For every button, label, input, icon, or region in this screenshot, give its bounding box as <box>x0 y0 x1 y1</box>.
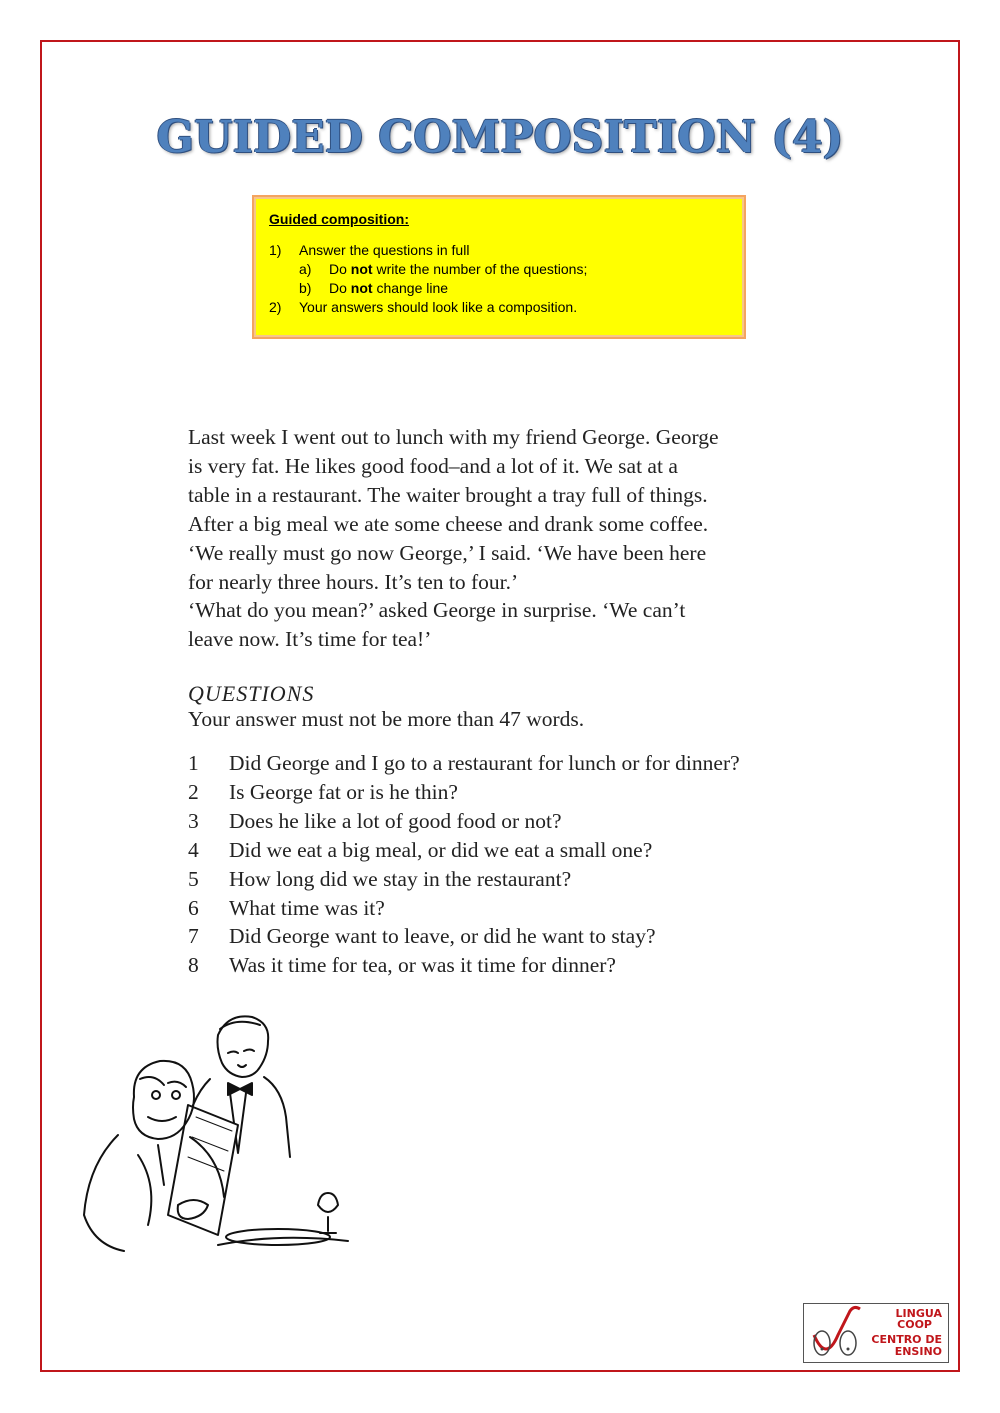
question-item: 6 What time was it? <box>188 895 385 920</box>
passage-line: table in a restaurant. The waiter brought a tray full of things. <box>188 482 708 507</box>
logo-line: CENTRO DE <box>871 1333 942 1346</box>
passage-line: leave now. It’s time for tea!’ <box>188 627 432 652</box>
passage-line: Last week I went out to lunch with my friend George. George <box>188 425 719 449</box>
question-item: 5 How long did we stay in the restaurant? <box>188 866 572 891</box>
questions-list <box>188 749 848 980</box>
passage-line: for nearly three hours. It’s ten to four.’ <box>188 569 519 594</box>
word-limit-note: Your answer must not be more than 47 words. <box>188 707 585 731</box>
passage-line: ‘What do you mean?’ asked George in surprise. ‘We can’t <box>188 598 686 623</box>
questions-heading: QUESTIONS <box>188 681 315 706</box>
instruction-subitem: b) Do not change line <box>299 280 449 296</box>
logo-line: COOP <box>897 1318 932 1331</box>
instruction-item: 2) Your answers should look like a composition. <box>269 299 578 315</box>
question-item: 3 Does he like a lot of good food or not? <box>188 808 562 833</box>
instructions-heading: Guided composition: <box>269 211 409 227</box>
logo-line: LINGUA <box>895 1307 942 1320</box>
passage-line: is very fat. He likes good food–and a lot of it. We sat at a <box>188 453 678 478</box>
logo-line: ENSINO <box>894 1345 942 1358</box>
instruction-item: 1) Answer the questions in full <box>269 242 470 258</box>
question-item: 8 Was it time for tea, or was it time for dinner? <box>188 953 616 978</box>
question-item: 1 Did George and I go to a restaurant for lunch or for dinner? <box>188 751 740 775</box>
instruction-subitem: a) Do not write the number of the questions; <box>299 261 588 277</box>
restaurant-illustration <box>78 1005 368 1267</box>
question-item: 4 Did we eat a big meal, or did we eat a small one? <box>188 837 653 862</box>
page-title: GUIDED COMPOSITION (4) <box>156 112 844 163</box>
lingua-coop-logo <box>803 1303 949 1363</box>
passage-line: ‘We really must go now George,’ I said. ‘We have been here <box>188 540 707 565</box>
question-item: 2 Is George fat or is he thin? <box>188 779 458 804</box>
reading-passage <box>188 423 828 654</box>
question-item: 7 Did George want to leave, or did he want to stay? <box>188 924 656 949</box>
logo-emblem-icon <box>808 1305 868 1361</box>
passage-line: After a big meal we ate some cheese and drank some coffee. <box>188 511 709 536</box>
instructions-box <box>252 195 746 339</box>
